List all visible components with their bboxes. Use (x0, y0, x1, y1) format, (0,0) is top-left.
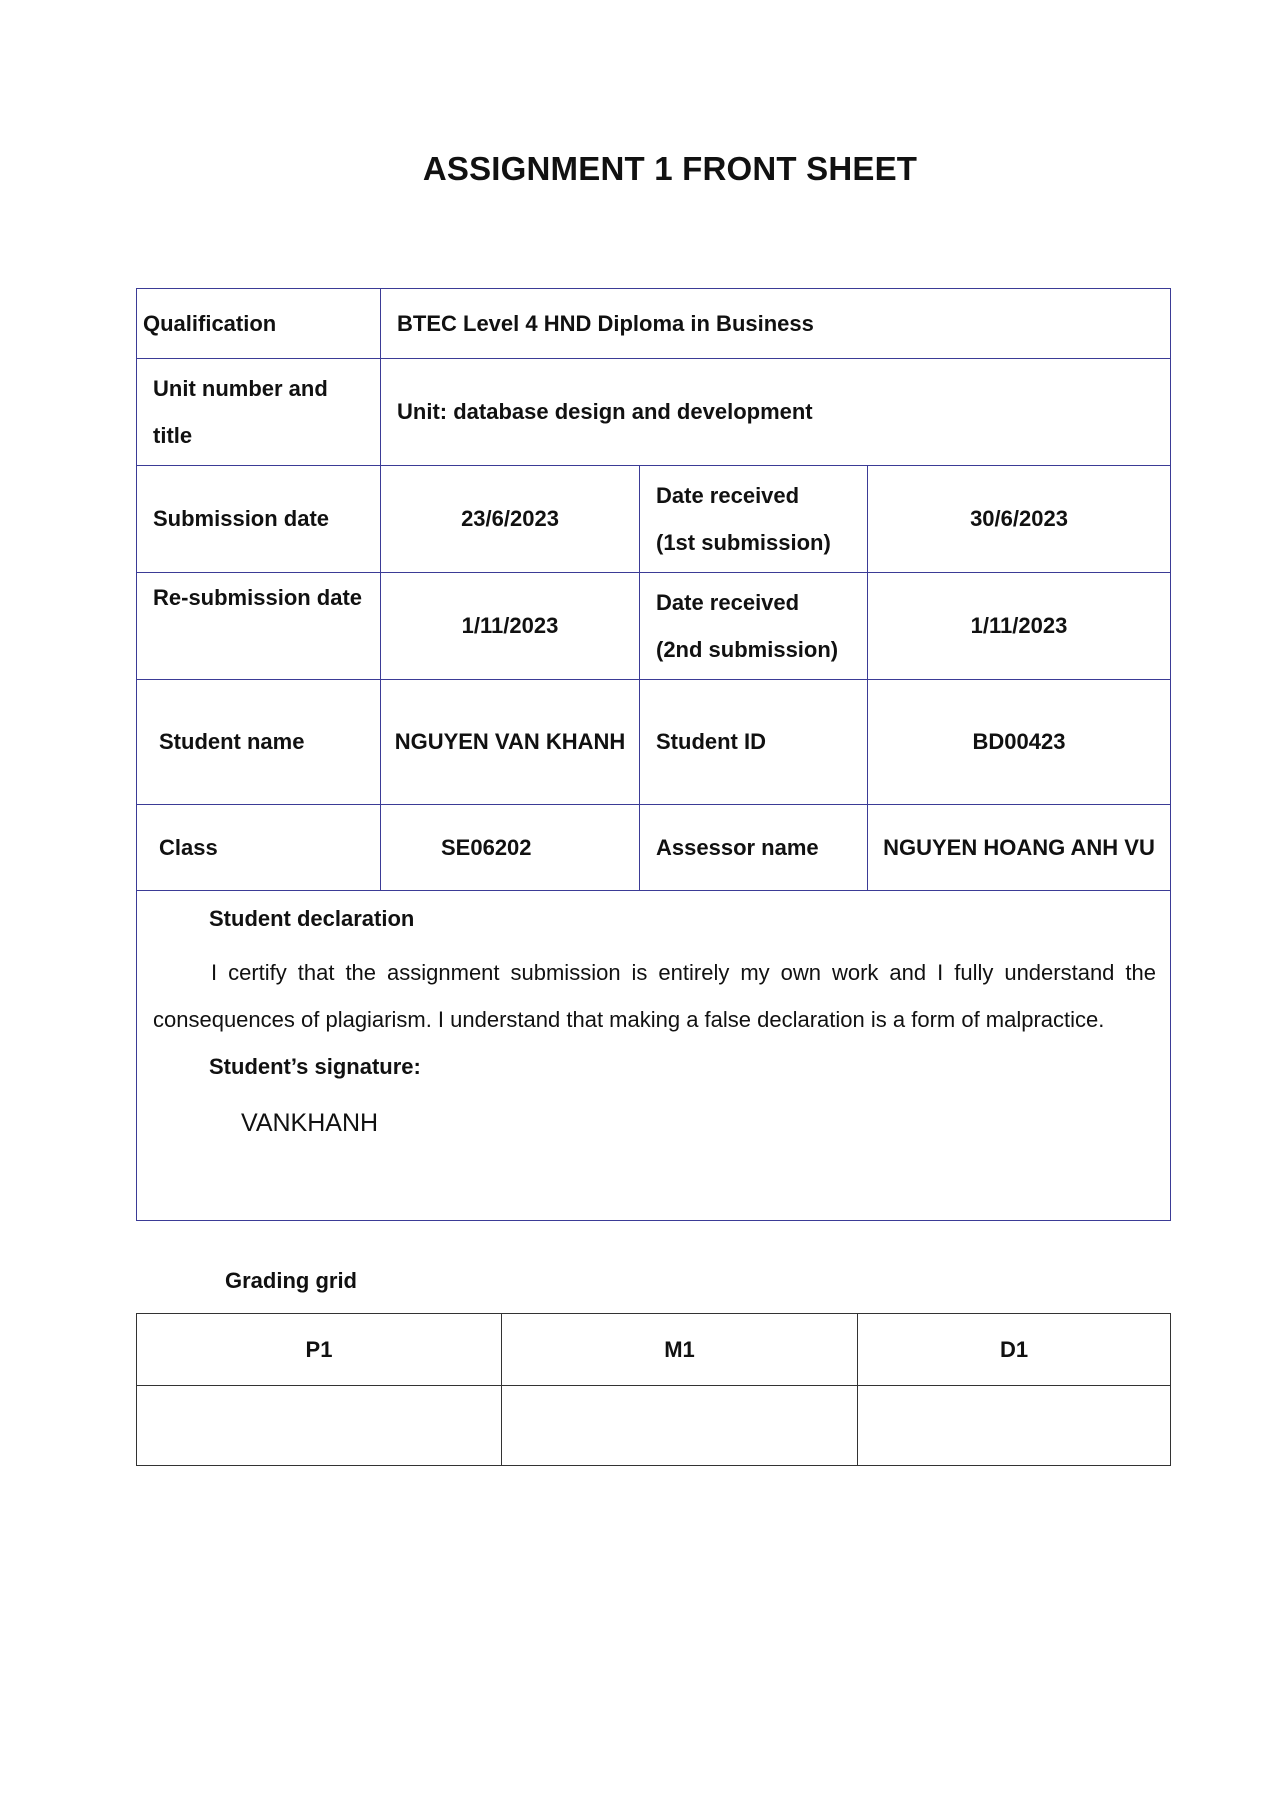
signature-label: Student’s signature: (209, 1054, 421, 1079)
student-name-value: NGUYEN VAN KHANH (381, 680, 640, 805)
grading-grid-table (136, 1313, 1171, 1466)
student-signature: VANKHANH (241, 1109, 379, 1137)
grade-m1-value (502, 1386, 858, 1466)
page-title: ASSIGNMENT 1 FRONT SHEET (422, 150, 918, 187)
class-row (137, 805, 1171, 891)
unit-label-line1: Unit number and (153, 376, 328, 401)
qualification-value: BTEC Level 4 HND Diploma in Business (381, 289, 1171, 359)
class-value: SE06202 (381, 805, 640, 891)
unit-label-line2: title (153, 423, 193, 448)
grading-grid-value-row (137, 1386, 1171, 1466)
resubmission-date-value: 1/11/2023 (381, 573, 640, 680)
grade-d1-header: D1 (858, 1314, 1171, 1386)
date-received-2-label (640, 573, 868, 680)
date-received-2-label-line2: (2nd submission) (656, 637, 839, 662)
assessor-name-value: NGUYEN HOANG ANH VU (868, 805, 1171, 891)
declaration-heading: Student declaration (209, 906, 415, 931)
grade-p1-header: P1 (137, 1314, 502, 1386)
submission-row (137, 466, 1171, 573)
grading-grid-header-row (137, 1314, 1171, 1386)
unit-row (137, 359, 1171, 466)
unit-label (137, 359, 381, 466)
resubmission-row (137, 573, 1171, 680)
qualification-row (137, 289, 1171, 359)
date-received-1-label-line2: (1st submission) (656, 530, 831, 555)
class-label: Class (137, 805, 381, 891)
student-id-label: Student ID (640, 680, 868, 805)
assessor-name-label: Assessor name (640, 805, 868, 891)
grading-grid-heading: Grading grid (225, 1268, 357, 1293)
date-received-1-label-line1: Date received (656, 483, 800, 508)
submission-date-label: Submission date (137, 466, 381, 573)
date-received-1-value: 30/6/2023 (868, 466, 1171, 573)
student-name-label: Student name (137, 680, 381, 805)
grade-d1-value (858, 1386, 1171, 1466)
date-received-1-label (640, 466, 868, 573)
grade-m1-header: M1 (502, 1314, 858, 1386)
qualification-label: Qualification (137, 289, 381, 359)
declaration-text: I certify that the assignment submission is entirely my own work and I fully understand the consequences of plagiarism. I understand that making a false declaration is a form of malpractice. (153, 960, 1156, 1032)
unit-value: Unit: database design and development (381, 359, 1171, 466)
student-id-value: BD00423 (868, 680, 1171, 805)
date-received-2-label-line1: Date received (656, 590, 800, 615)
date-received-2-value: 1/11/2023 (868, 573, 1171, 680)
resubmission-date-label: Re-submission date (137, 573, 381, 680)
declaration-cell (137, 891, 1171, 1221)
student-row (137, 680, 1171, 805)
declaration-row (137, 891, 1171, 1221)
front-sheet-table (136, 288, 1171, 1221)
submission-date-value: 23/6/2023 (381, 466, 640, 573)
grade-p1-value (137, 1386, 502, 1466)
